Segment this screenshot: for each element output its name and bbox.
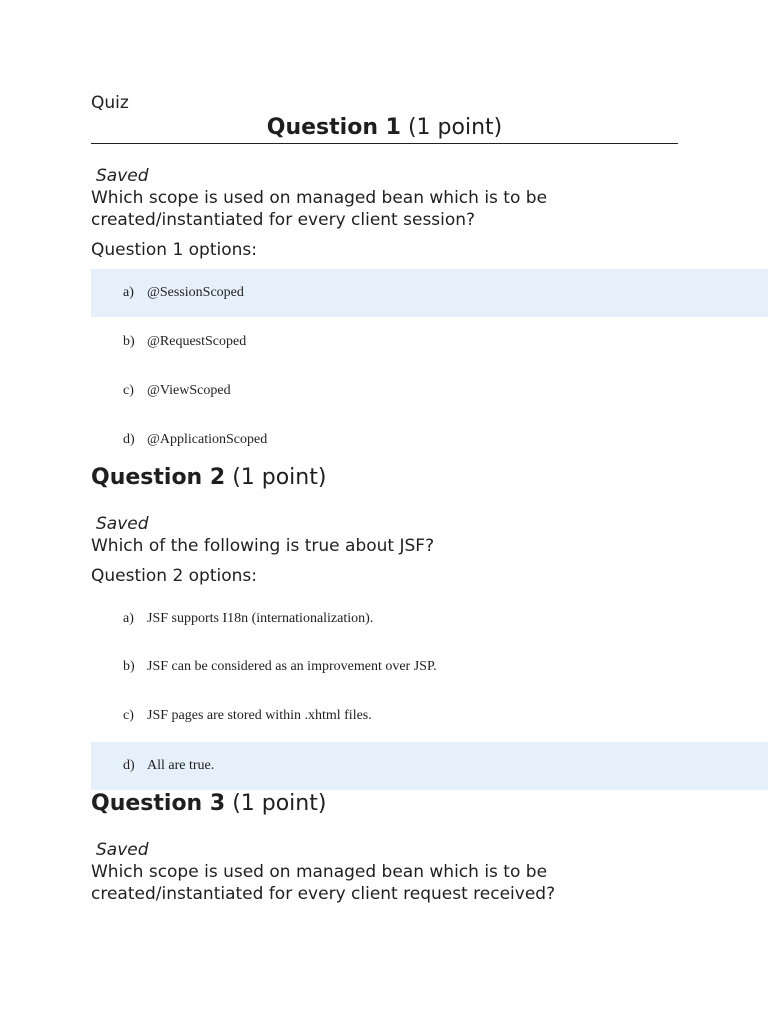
question-2-option-d[interactable] xyxy=(91,742,768,790)
question-title: Question 2 xyxy=(91,465,226,490)
question-title: Question 3 xyxy=(91,791,226,816)
option-letter: b) xyxy=(123,334,135,349)
question-1-option-d[interactable] xyxy=(91,416,768,464)
question-3-prompt xyxy=(91,861,691,905)
question-1-prompt xyxy=(91,187,691,231)
question-2-prompt: Which of the following is true about JSF? xyxy=(91,536,435,556)
question-title: Question 1 xyxy=(266,115,401,140)
question-2-heading xyxy=(91,464,326,492)
question-points: (1 point) xyxy=(407,115,503,140)
question-1-option-a[interactable] xyxy=(91,269,768,317)
option-letter: c) xyxy=(123,708,134,723)
prompt-line: Which scope is used on managed bean which is to be xyxy=(91,862,548,882)
question-2-options-label: Question 2 options: xyxy=(91,566,257,586)
question-1-heading xyxy=(91,114,678,144)
saved-status: Saved xyxy=(96,840,149,860)
option-letter: d) xyxy=(123,432,135,447)
question-points: (1 point) xyxy=(232,791,327,816)
page-title: Quiz xyxy=(91,93,129,113)
option-letter: b) xyxy=(123,659,135,674)
question-2-option-b[interactable] xyxy=(91,643,768,691)
option-letter: a) xyxy=(123,611,134,626)
question-2-option-c[interactable] xyxy=(91,692,768,740)
question-2-option-a[interactable] xyxy=(91,595,768,643)
question-1-options-label: Question 1 options: xyxy=(91,240,257,260)
saved-status: Saved xyxy=(96,514,149,534)
question-3-heading xyxy=(91,790,326,818)
option-text: JSF can be considered as an improvement over JSP. xyxy=(147,659,437,674)
option-text: All are true. xyxy=(147,758,215,773)
option-letter: a) xyxy=(123,285,134,300)
option-text: JSF pages are stored within .xhtml files. xyxy=(147,708,372,723)
prompt-line: created/instantiated for every client request received? xyxy=(91,884,556,904)
option-text: JSF supports I18n (internationalization). xyxy=(147,611,374,626)
option-text: @ViewScoped xyxy=(147,383,231,398)
prompt-line: created/instantiated for every client session? xyxy=(91,210,476,230)
option-text: @RequestScoped xyxy=(147,334,247,349)
option-text: @SessionScoped xyxy=(147,285,244,300)
question-1-option-c[interactable] xyxy=(91,367,768,415)
prompt-line: Which scope is used on managed bean which is to be xyxy=(91,188,548,208)
saved-status: Saved xyxy=(96,166,149,186)
option-letter: d) xyxy=(123,758,135,773)
option-text: @ApplicationScoped xyxy=(147,432,268,447)
question-1-option-b[interactable] xyxy=(91,318,768,366)
question-points: (1 point) xyxy=(232,465,327,490)
option-letter: c) xyxy=(123,383,134,398)
